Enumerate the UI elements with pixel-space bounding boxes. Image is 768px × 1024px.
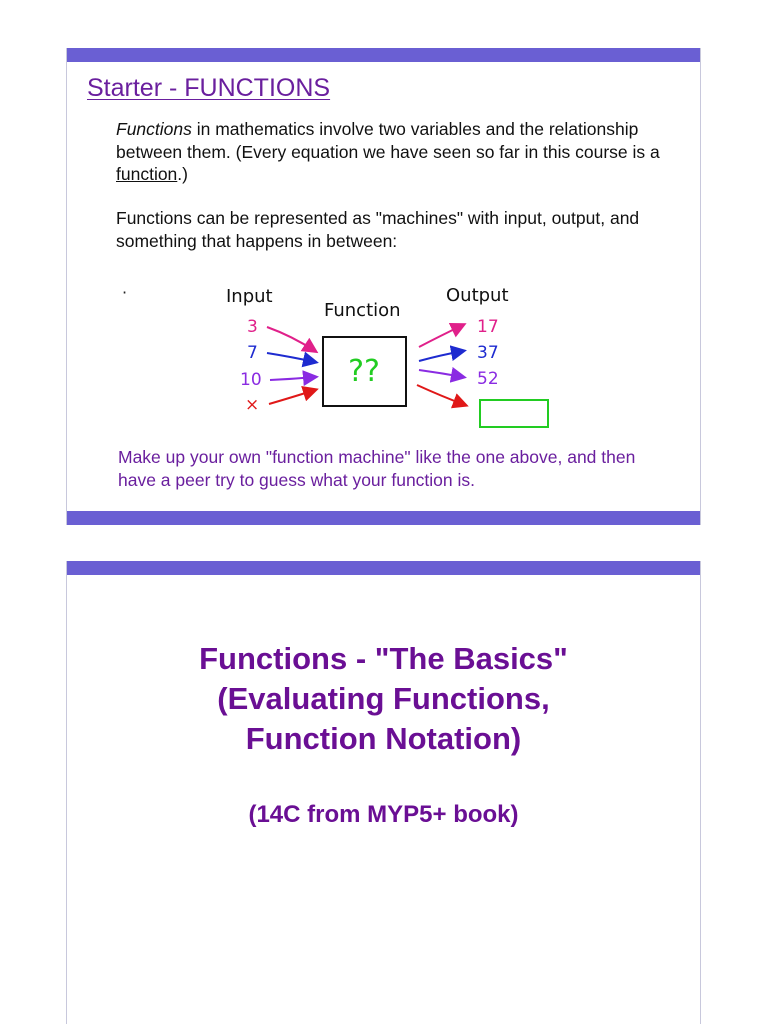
- arrow-input-x: [269, 390, 315, 404]
- arrow-output-x: [417, 385, 465, 405]
- slide-top-bar: [67, 561, 700, 575]
- intro-text-2: .): [177, 164, 188, 184]
- arrow-input-7: [267, 353, 315, 362]
- input-value-3: 3: [247, 317, 258, 337]
- machine-paragraph: Functions can be represented as "machines" with input, output, and something that happens in between:: [116, 208, 640, 251]
- lesson-title-line-2: (Evaluating Functions,: [217, 681, 550, 716]
- arrow-input-10: [270, 377, 315, 380]
- answer-box: [480, 400, 548, 427]
- function-underlined: function: [116, 164, 178, 184]
- function-machine-diagram: [67, 48, 702, 448]
- functions-emphasis: Functions: [116, 119, 192, 139]
- input-label: Input: [226, 286, 273, 307]
- input-value-x: ×: [245, 395, 260, 415]
- arrow-output-17: [419, 325, 463, 347]
- starter-title: Starter - FUNCTIONS: [87, 74, 331, 102]
- output-value-52: 52: [477, 369, 499, 389]
- slide-starter: [66, 48, 701, 525]
- input-value-10: 10: [240, 370, 262, 390]
- input-value-7: 7: [247, 343, 258, 363]
- arrow-output-37: [419, 351, 463, 361]
- lesson-title: [67, 639, 700, 759]
- output-label: Output: [446, 285, 509, 306]
- bullet-dot: ·: [122, 283, 128, 302]
- lesson-title-line-1: Functions - "The Basics": [199, 641, 568, 676]
- lesson-subtitle: (14C from MYP5+ book): [248, 801, 519, 828]
- arrow-input-3: [267, 327, 315, 351]
- activity-prompt: Make up your own "function machine" like the one above, and then have a peer try to guess what your function is.: [118, 447, 636, 490]
- output-value-37: 37: [477, 343, 499, 363]
- slide-bottom-bar: [67, 511, 700, 525]
- intro-text-1: in mathematics involve two variables and the relationship between them. (Every equation we have seen so far in this course is a: [116, 119, 660, 162]
- function-label: Function: [324, 300, 401, 321]
- lesson-title-line-3: Function Notation): [245, 721, 522, 756]
- output-value-17: 17: [477, 317, 499, 337]
- slide-title: [66, 561, 701, 1024]
- unknown-function-text: ??: [348, 354, 380, 389]
- arrow-output-52: [419, 370, 463, 377]
